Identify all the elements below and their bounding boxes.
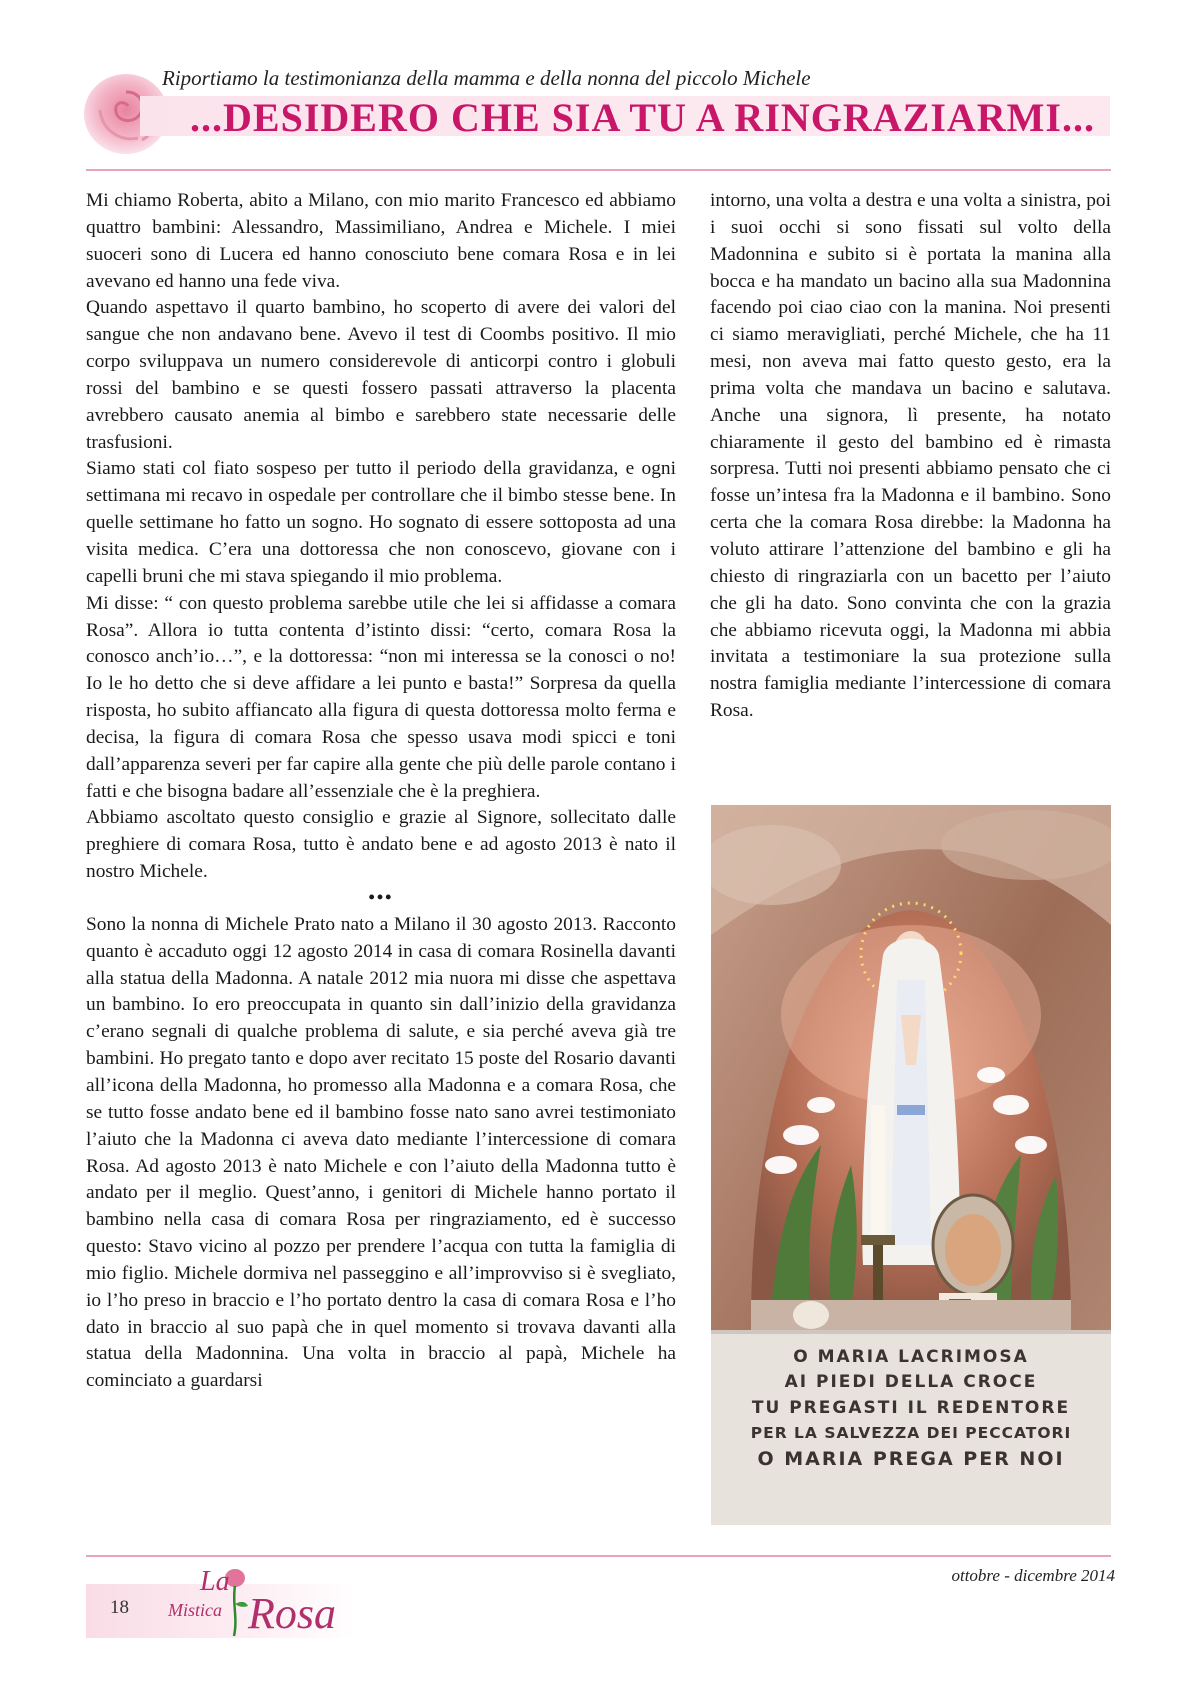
header-divider [86,169,1111,171]
paragraph: Sono la nonna di Michele Prato nato a Milano il 30 agosto 2013. Racconto quanto è accaduto oggi 12 agosto 2014 in casa di comara Rosinella davanti alla statua della Madonna. A natale 2012 mia nuora mi disse che aspettava un bambino. Io ero preoccupata in quanto sin dall’inizio della gravidanza c’erano segnali di qualche problema di salute, e sia perché aveva già tre bambini. Ho pregato tanto e dopo aver recitato 15 poste del Rosario davanti all’icona della Madonna, ho promesso alla Madonna e a comara Rosa, che se tutto fosse andato bene ed il bambino fosse nato sano avrei testimoniato l’aiuto che la Madonna ci aveva dato mediante l’intercessione di comara Rosa. Ad agosto 2013 è nato Michele e con l’aiuto della Madonna tutto è andato per il meglio. Quest’anno, i genitori di Michele hanno portato il bambino nella casa di comara Rosa per ringraziamento, ed è successo questo: Stavo vicino al pozzo per prendere l’acqua con tutta la famiglia di mio figlio. Michele dormiva nel passeggino e all’improvviso si è svegliato, io l’ho preso in braccio e l’ho portato dentro la casa di comara Rosa e l’ho dato in braccio al suo papà che in quel momento si trovava davanti alla statua della Madonnina. Una volta in braccio al papà, Michele ha cominciato a guardarsi [86,913,676,1392]
paragraph: intorno, una volta a destra e una volta a sinistra, poi i suoi occhi si sono fissati sul volto della Madonnina e subito si è portata la manina alla bocca e ha mandato un bacino alla sua Madonnina facendo poi ciao ciao con la manina. Noi presenti ci siamo meravigliati, perché Michele, che ha 11 mesi, non aveva mai fatto questo gesto, era la prima volta che mandava un bacino e salutava. Anche una signora, lì presente, ha notato chiaramente il gesto del bambino ed è rimasta sorpresa. Tutti noi presenti abbiamo pensato che ci fosse un’intesa fra la Madonna e il bambino. Sono certa che la comara Rosa direbbe: la Madonna ha voluto attirare l’attenzione del bambino e gli ha chiesto di ringraziarla con un bacetto per l’aiuto che gli ha dato. Sono convinta che con la grazia che abbiamo ricevuta oggi, la Madonna mi abbia invitata a testimoniare la sua protezione sulla nostra famiglia mediante l’intercessione di comara Rosa. [710,190,1111,722]
logo-la: La [200,1566,230,1597]
photo-illustration [711,805,1111,1525]
plaque-line: O MARIA PREGA PER NOI [757,1448,1065,1470]
paragraph: Quando aspettavo il quarto bambino, ho scoperto di avere dei valori del sangue che non andavano bene. Avevo il test di Coombs positivo. Il mio corpo sviluppava un numero considerevole di anticorpi contro i globuli rossi del bambino e se questi fossero passati attraverso la placenta avrebbero causato anemia al bimbo e sarebbero state necessarie delle trasfusioni. [86,297,676,453]
paragraph: Abbiamo ascoltato questo consiglio e grazie al Signore, sollecitato dalle preghiere di comara Rosa, tutto è andato bene e ad agosto 2013 è nato il nostro Michele. [86,807,676,883]
logo-rosa: Rosa [248,1589,336,1638]
plaque-line: TU PREGASTI IL REDENTORE [751,1398,1071,1418]
right-column [710,188,1111,725]
logo-mistica: Mistica [168,1600,222,1620]
article-subtitle: Riportiamo la testimonianza della mamma e della nonna del piccolo Michele [162,66,811,90]
plaque-line: AI PIEDI DELLA CROCE [784,1372,1038,1392]
left-column [86,188,676,1395]
plaque-line: PER LA SALVEZZA DEI PECCATORI [750,1424,1072,1442]
paragraph: Mi chiamo Roberta, abito a Milano, con mio marito Francesco ed abbiamo quattro bambini: Alessandro, Massimiliano, Andrea e Michele. I miei suoceri sono di Lucera ed hanno conosciuto bene comara Rosa e in lei avevano ed hanno una fede viva. [86,190,676,292]
issue-date: ottobre - dicembre 2014 [951,1566,1115,1585]
footer-divider [86,1555,1111,1557]
paragraph: Mi disse: “ con questo problema sarebbe utile che lei si affidasse a comara Rosa”. Allora io tutta contenta d’istinto dissi: “certo, comara Rosa la conosco anch’io…”, e la dottoressa: “non mi interessa se la conosci o no! Io le ho detto che si deve affidare a lei punto e basta!” Sorpresa da quella risposta, ho subito affiancato alla figura di questa dottoressa molto ferma e decisa, la figura di comara Rosa che spesso usava modi spicci e toni dall’apparenza severi per far capire alla gente che più delle parole contano i fatti e che bisogna badare all’essenziale che è la preghiera. [86,592,676,802]
section-separator: ••• [368,886,394,907]
plaque-line: O MARIA LACRIMOSA [793,1347,1029,1367]
paragraph: Siamo stati col fiato sospeso per tutto il periodo della gravidanza, e ogni settimana mi recavo in ospedale per controllare che il bimbo stesse bene. In quelle settimane ho fatto un sogno. Ho sognato di essere sottoposta ad una visita medica. C’era una dottoressa che non conoscevo, giovane con i capelli bruni che mi stava spiegando il mio problema. [86,458,676,587]
article-title: ...DESIDERO CHE SIA TU A RINGRAZIARMI... [190,95,1095,140]
madonna-grotto-photo [711,805,1111,1525]
page-number: 18 [110,1597,129,1618]
